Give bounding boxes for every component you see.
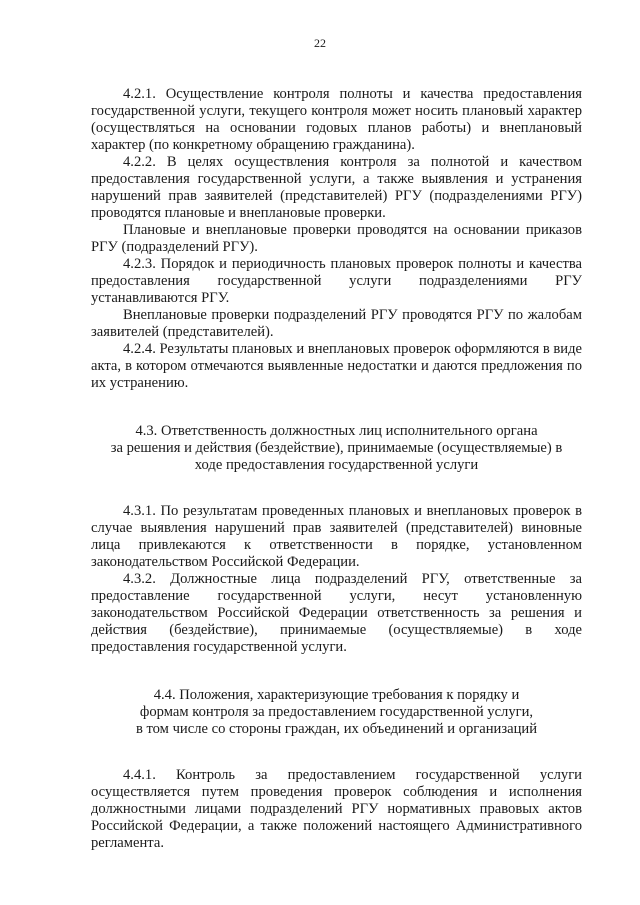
- paragraph-4-3-2: 4.3.2. Должностные лица подразделений РГУ, ответственные за предоставление государственной услуги, несут установленную законодательством Российской Федерации ответственность за решения и действия (бездействие), принимаемые (осуществляемые) в ходе предоставления государственной услуги.: [91, 571, 582, 655]
- heading-4-3-line-3: ходе предоставления государственной услуги: [194, 457, 479, 473]
- paragraph-4-2-3: 4.2.3. Порядок и периодичность плановых проверок полноты и качества предоставления государственной услуги подразделениями РГУ устанавливаются РГУ.: [91, 256, 582, 306]
- paragraph-4-3-1: 4.3.1. По результатам проведенных плановых и внеплановых проверок в случае выявления нарушений прав заявителей (представителей) виновные лица привлекаются к ответственности в порядке, установленном законодательством Российской Федерации.: [91, 503, 582, 570]
- heading-4-4-line-3: в том числе со стороны граждан, их объединений и организаций: [135, 721, 538, 737]
- heading-4-3-line-2: за решения и действия (бездействие), принимаемые (осуществляемые) в: [110, 440, 563, 456]
- page-number: 22: [314, 36, 326, 50]
- document-body: [91, 86, 582, 852]
- paragraph-4-4-1: 4.4.1. Контроль за предоставлением государственной услуги осуществляется путем проведения проверок соблюдения и исполнения должностными лицами подразделений РГУ нормативных правовых актов Российской Федерации, а также положений настоящего Административного регламента.: [91, 767, 582, 851]
- section-heading-4-4: [91, 687, 582, 738]
- paragraph-unplanned-inspections: Внеплановые проверки подразделений РГУ проводятся РГУ по жалобам заявителей (представителей).: [91, 307, 582, 340]
- paragraph-4-2-2: 4.2.2. В целях осуществления контроля за полнотой и качеством предоставления государственной услуги, а также выявления и устранения нарушений прав заявителей (представителей) РГУ (подразделениями РГУ) проводятся плановые и внеплановые проверки.: [91, 154, 582, 221]
- section-heading-4-3: [91, 423, 582, 474]
- heading-4-4-line-1: 4.4. Положения, характеризующие требования к порядку и: [153, 687, 520, 703]
- paragraph-4-2-4: 4.2.4. Результаты плановых и внеплановых проверок оформляются в виде акта, в котором отмечаются выявленные недостатки и даются предложения по их устранению.: [91, 341, 582, 391]
- paragraph-planned-inspections: Плановые и внеплановые проверки проводятся на основании приказов РГУ (подразделений РГУ).: [91, 222, 582, 255]
- heading-4-3-line-1: 4.3. Ответственность должностных лиц исполнительного органа: [135, 423, 538, 439]
- paragraph-4-2-1: 4.2.1. Осуществление контроля полноты и качества предоставления государственной услуги, текущего контроля может носить плановый характер (осуществляться на основании годовых планов работы) и внеплановый характер (по конкретному обращению гражданина).: [91, 86, 582, 153]
- heading-4-4-line-2: формам контроля за предоставлением государственной услуги,: [139, 704, 534, 720]
